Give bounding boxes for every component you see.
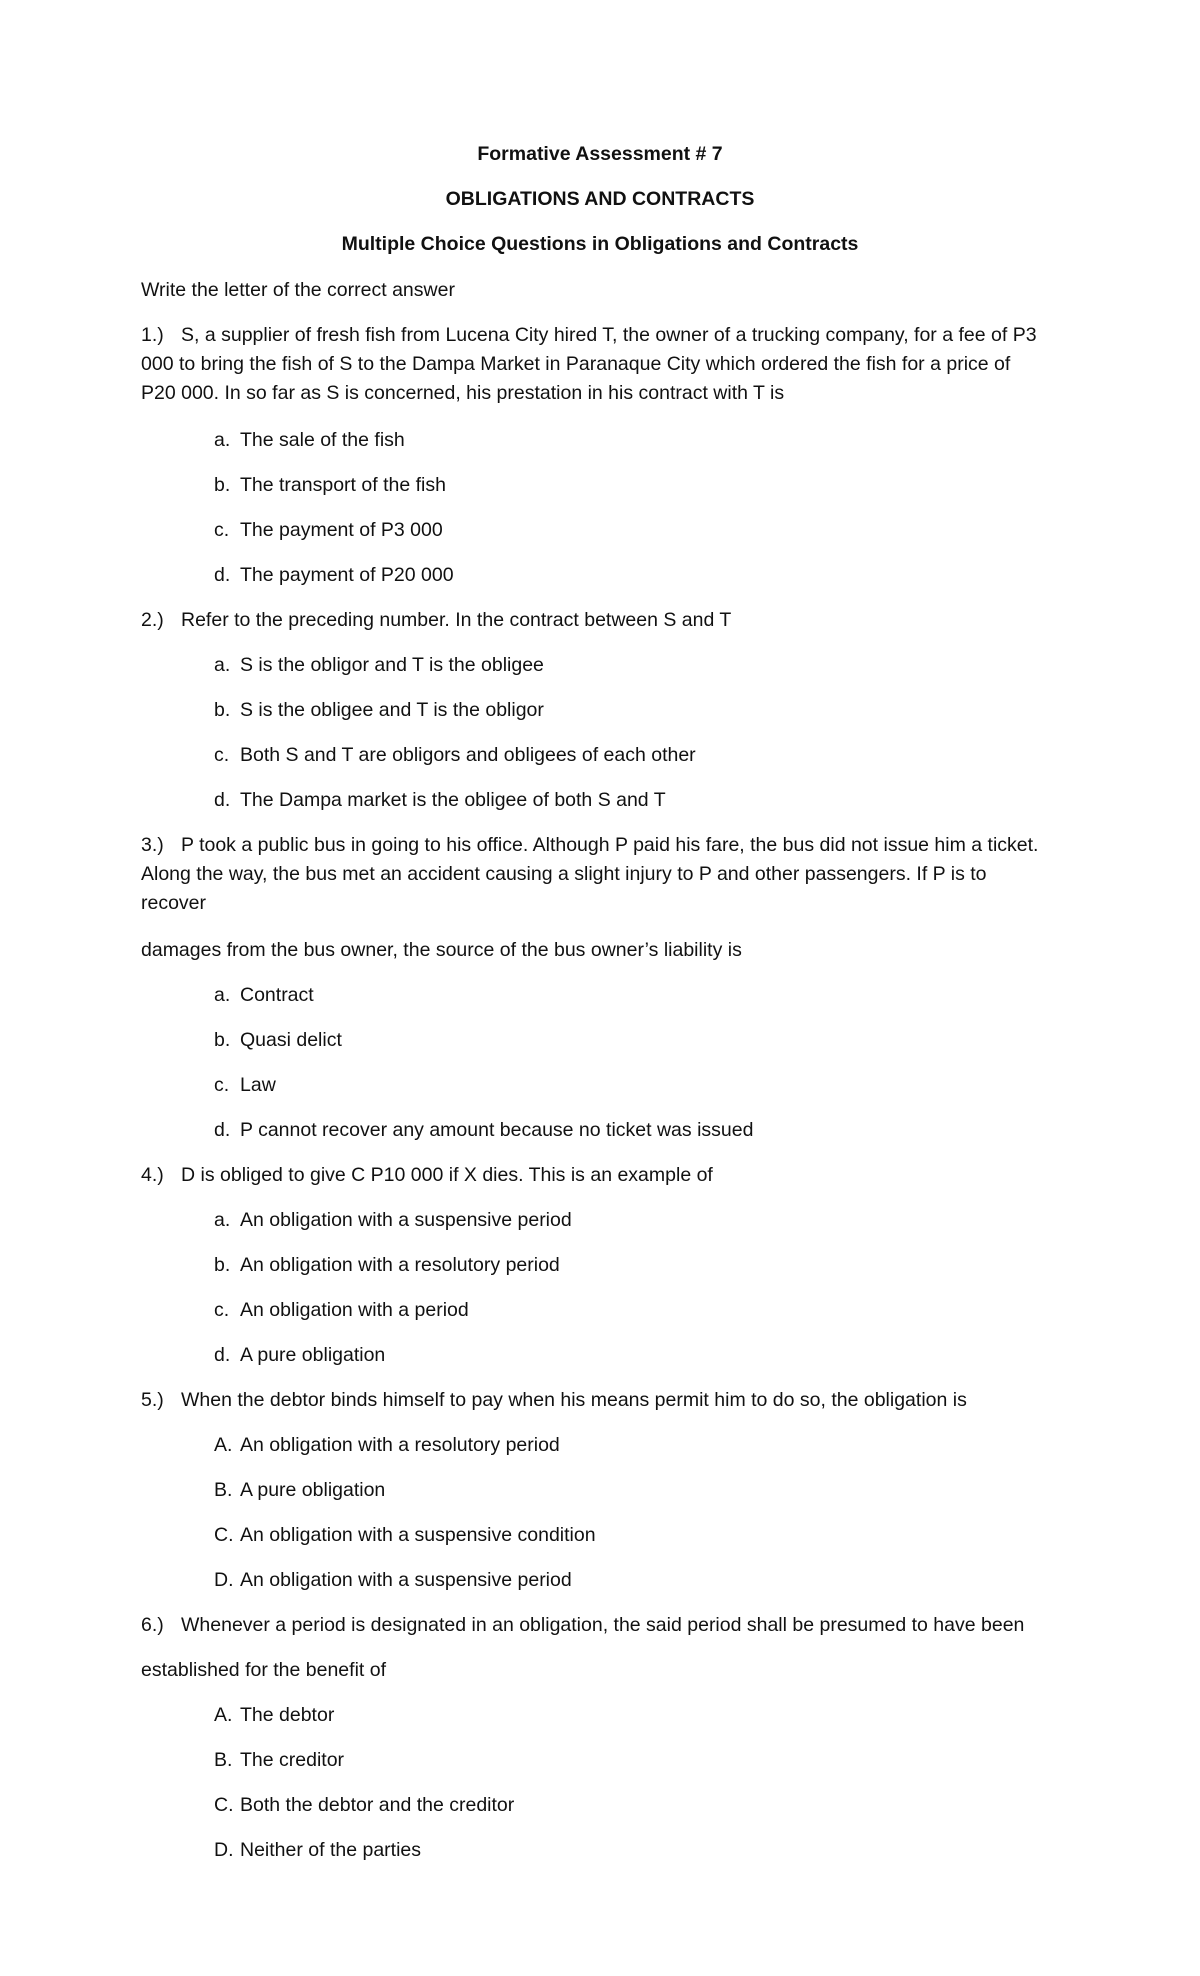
option-letter: D. [214,1569,234,1591]
question-1-number: 1.) [141,324,164,346]
question-6-line-2: established for the benefit of [141,1659,386,1681]
option-text: An obligation with a suspensive condition [240,1524,596,1546]
question-1-text: S, a supplier of fresh fish from Lucena City hired T, the owner of a trucking company, for a fee of P3 [181,324,1037,346]
option-letter: d. [214,1119,231,1141]
option-letter: a. [214,984,231,1006]
option-text: An obligation with a resolutory period [240,1434,560,1456]
question-5-text: When the debtor binds himself to pay when his means permit him to do so, the obligation is [181,1389,967,1411]
question-3-line-1 [141,831,1038,859]
option-text: The transport of the fish [240,474,446,496]
question-3-option-b [214,1026,342,1054]
option-text: The creditor [240,1749,345,1771]
option-letter: A. [214,1434,233,1456]
question-4-option-a [214,1206,572,1234]
question-6-option-b [214,1746,344,1774]
option-letter: B. [214,1749,233,1771]
question-5-option-c [214,1521,596,1549]
question-3-line-2: Along the way, the bus met an accident causing a slight injury to P and other passengers. If P is to [141,863,987,885]
option-letter: d. [214,789,231,811]
option-text: A pure obligation [240,1344,386,1366]
option-text: A pure obligation [240,1479,386,1501]
question-5-option-b [214,1476,385,1504]
option-letter: c. [214,519,230,541]
question-2-option-c [214,741,696,769]
option-letter: A. [214,1704,233,1726]
question-5-number: 5.) [141,1389,164,1411]
option-letter: b. [214,1254,231,1276]
option-text: An obligation with a suspensive period [240,1569,572,1591]
option-letter: a. [214,1209,231,1231]
question-5-option-d [214,1566,572,1594]
option-letter: C. [214,1794,234,1816]
option-text: An obligation with a period [240,1299,469,1321]
option-text: P cannot recover any amount because no ticket was issued [240,1119,754,1141]
question-1-option-b [214,471,446,499]
option-text: Quasi delict [240,1029,342,1051]
question-2-option-b [214,696,544,724]
question-4-option-d [214,1341,385,1369]
question-3-number: 3.) [141,834,164,856]
question-4-option-b [214,1251,560,1279]
question-6-option-d [214,1836,421,1864]
question-1-line-1 [141,321,1037,349]
question-1-option-a [214,426,405,454]
question-1-option-d [214,561,454,589]
option-text: Both the debtor and the creditor [240,1794,515,1816]
document-subject: OBLIGATIONS AND CONTRACTS [445,188,755,210]
question-4-option-c [214,1296,469,1324]
option-text: The payment of P20 000 [240,564,454,586]
question-6-text: Whenever a period is designated in an obligation, the said period shall be presumed to have been [181,1614,1025,1636]
question-2-line-1 [141,606,731,634]
instruction: Write the letter of the correct answer [141,279,455,301]
question-1-line-3: P20 000. In so far as S is concerned, his prestation in his contract with T is [141,382,785,404]
option-letter: c. [214,1074,230,1096]
question-2-number: 2.) [141,609,164,631]
option-letter: b. [214,474,231,496]
option-text: S is the obligor and T is the obligee [240,654,544,676]
question-6-line-1 [141,1611,1024,1639]
option-text: Neither of the parties [240,1839,422,1861]
option-letter: b. [214,1029,231,1051]
document-subtitle: Multiple Choice Questions in Obligations and Contracts [341,233,859,255]
option-letter: B. [214,1479,233,1501]
option-text: An obligation with a resolutory period [240,1254,560,1276]
option-text: Law [240,1074,276,1096]
question-4-text: D is obliged to give C P10 000 if X dies. This is an example of [181,1164,713,1186]
question-4-line-1 [141,1161,713,1189]
question-3-option-c [214,1071,276,1099]
question-1-option-c [214,516,443,544]
option-letter: b. [214,699,231,721]
question-6-option-a [214,1701,334,1729]
option-letter: d. [214,1344,231,1366]
option-letter: C. [214,1524,234,1546]
option-letter: c. [214,744,230,766]
question-6-option-c [214,1791,514,1819]
question-2-option-d [214,786,666,814]
document-title: Formative Assessment # 7 [477,143,723,165]
option-text: The debtor [240,1704,335,1726]
option-letter: a. [214,429,231,451]
question-2-text: Refer to the preceding number. In the contract between S and T [181,609,732,631]
question-2-option-a [214,651,544,679]
question-1-line-2: 000 to bring the fish of S to the Dampa Market in Paranaque City which ordered the fish for a price of [141,353,1011,375]
option-text: Contract [240,984,314,1006]
question-5-line-1 [141,1386,967,1414]
question-3-line-3: recover [141,892,207,914]
question-4-number: 4.) [141,1164,164,1186]
question-3-line-4: damages from the bus owner, the source of the bus owner’s liability is [141,939,742,961]
option-letter: c. [214,1299,230,1321]
option-text: An obligation with a suspensive period [240,1209,572,1231]
option-text: The sale of the fish [240,429,405,451]
option-text: The Dampa market is the obligee of both S and T [240,789,666,811]
question-3-option-d [214,1116,753,1144]
option-letter: a. [214,654,231,676]
question-3-text: P took a public bus in going to his office. Although P paid his fare, the bus did not issue him a ticket. [181,834,1039,856]
question-3-option-a [214,981,314,1009]
option-text: Both S and T are obligors and obligees of each other [240,744,696,766]
option-text: The payment of P3 000 [240,519,443,541]
option-text: S is the obligee and T is the obligor [240,699,544,721]
option-letter: d. [214,564,231,586]
question-6-number: 6.) [141,1614,164,1636]
option-letter: D. [214,1839,234,1861]
question-5-option-a [214,1431,560,1459]
